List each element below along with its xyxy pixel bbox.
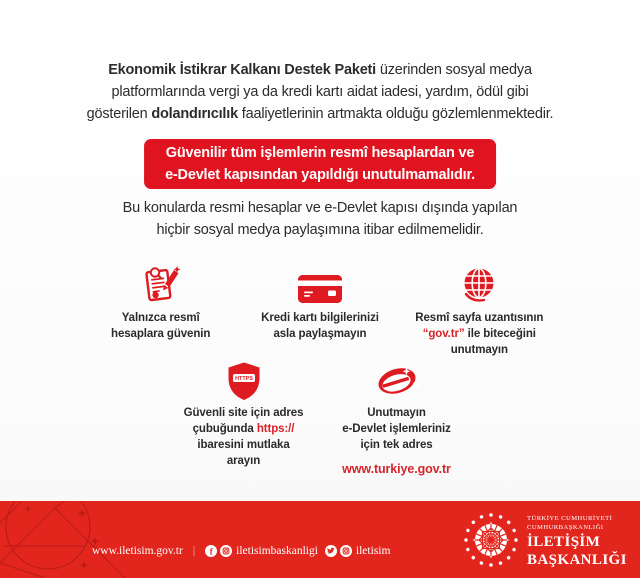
logo-baskanligi: BAŞKANLIĞI — [527, 552, 627, 569]
globe-icon — [460, 266, 498, 306]
footer-divider: | — [192, 545, 196, 557]
tip-credit-card — [240, 264, 399, 358]
intro-line3-pre: gösterilen — [86, 106, 152, 122]
intro-line2: platformlarında vergi ya da kredi kartı aidat iadesi, yardım, ödül gibi — [111, 84, 529, 100]
tip-https — [167, 359, 320, 476]
tip1-line2: hesaplara güvenin — [111, 328, 211, 340]
edevlet-icon — [373, 363, 421, 401]
twitter-icon[interactable] — [325, 545, 337, 557]
shield-https-label: HTTPS — [234, 376, 253, 383]
tip4-line4: arayın — [226, 455, 261, 467]
tip2-line2: asla paylaşmayın — [273, 328, 367, 340]
intro-line3-rest: faaliyetlerinin artmakta olduğu gözlemlenmektedir. — [237, 106, 554, 122]
note-line1: Bu konularda resmi hesaplar ve e-Devlet kapısı dışında yapılan — [122, 200, 518, 216]
certificate-pen-icon — [141, 264, 181, 306]
tip-edevlet — [320, 359, 473, 476]
tip1-line1: Yalnızca resmî — [121, 312, 200, 324]
https-shield-icon — [226, 361, 262, 401]
intro-line1-rest: üzerinden sosyal medya — [376, 62, 532, 78]
tip3-line2-rest: ile biteceğini — [464, 328, 536, 340]
svg-text:f: f — [209, 546, 213, 557]
handle-iletisimbaskanligi[interactable]: iletisimbaskanligi — [236, 545, 318, 557]
tip5-line3: için tek adres — [360, 439, 433, 451]
logo-turkiye-cumhuriyeti: TÜRKİYE CUMHURİYETİ — [527, 515, 613, 522]
tip-official-accounts — [81, 264, 240, 358]
note-paragraph — [0, 197, 640, 241]
tip4-line2-pre: çubuğunda — [192, 423, 257, 435]
tip5-line1: Unutmayın — [367, 407, 426, 419]
intro-bold-package: Ekonomik İstikrar Kalkanı Destek Paketi — [108, 62, 377, 78]
handle-iletisim[interactable]: iletisim — [355, 545, 391, 557]
tip3-govtr: “gov.tr” — [422, 328, 465, 340]
tip-govtr-extension — [400, 264, 559, 358]
tip4-line1: Güvenli site için adres — [183, 407, 304, 419]
tip3-line3: unutmayın — [450, 344, 508, 356]
alert-box — [144, 139, 496, 189]
footer-geometric-pattern — [0, 501, 180, 578]
turkiye-gov-tr-link[interactable]: www.turkiye.gov.tr — [342, 462, 451, 476]
instagram-icon[interactable] — [220, 545, 232, 557]
iletisim-gov-tr-link[interactable]: www.iletisim.gov.tr — [92, 545, 183, 557]
tips-row-2 — [167, 359, 473, 476]
intro-paragraph — [0, 59, 640, 125]
logo-cumhurbaskanligi: CUMHURBAŞKANLIĞI — [527, 523, 604, 531]
tip5-line2: e-Devlet işlemleriniz — [342, 423, 451, 435]
tips-row-1 — [81, 264, 559, 358]
tip3-line1: Resmî sayfa uzantısının — [415, 312, 544, 324]
credit-card-icon — [297, 272, 343, 306]
logo-iletisim: İLETİŞİM — [527, 533, 601, 550]
instagram-icon[interactable] — [340, 545, 352, 557]
note-line2: hiçbir sosyal medya paylaşımına itibar edilmemelidir. — [156, 222, 484, 238]
alert-line1: Güvenilir tüm işlemlerin resmî hesaplardan ve — [165, 145, 475, 161]
alert-line2: e-Devlet kapısından yapıldığı unutulmamalıdır. — [165, 167, 475, 183]
tip4-https: https:// — [256, 423, 295, 435]
presidency-emblem — [463, 512, 519, 568]
footer-logo-text — [527, 516, 627, 569]
facebook-icon[interactable] — [205, 545, 217, 557]
tip4-line3: ibaresini mutlaka — [197, 439, 290, 451]
tip2-line1: Kredi kartı bilgilerinizi — [261, 312, 379, 324]
intro-bold-fraud: dolandırıcılık — [151, 106, 238, 122]
footer-links — [92, 545, 390, 557]
